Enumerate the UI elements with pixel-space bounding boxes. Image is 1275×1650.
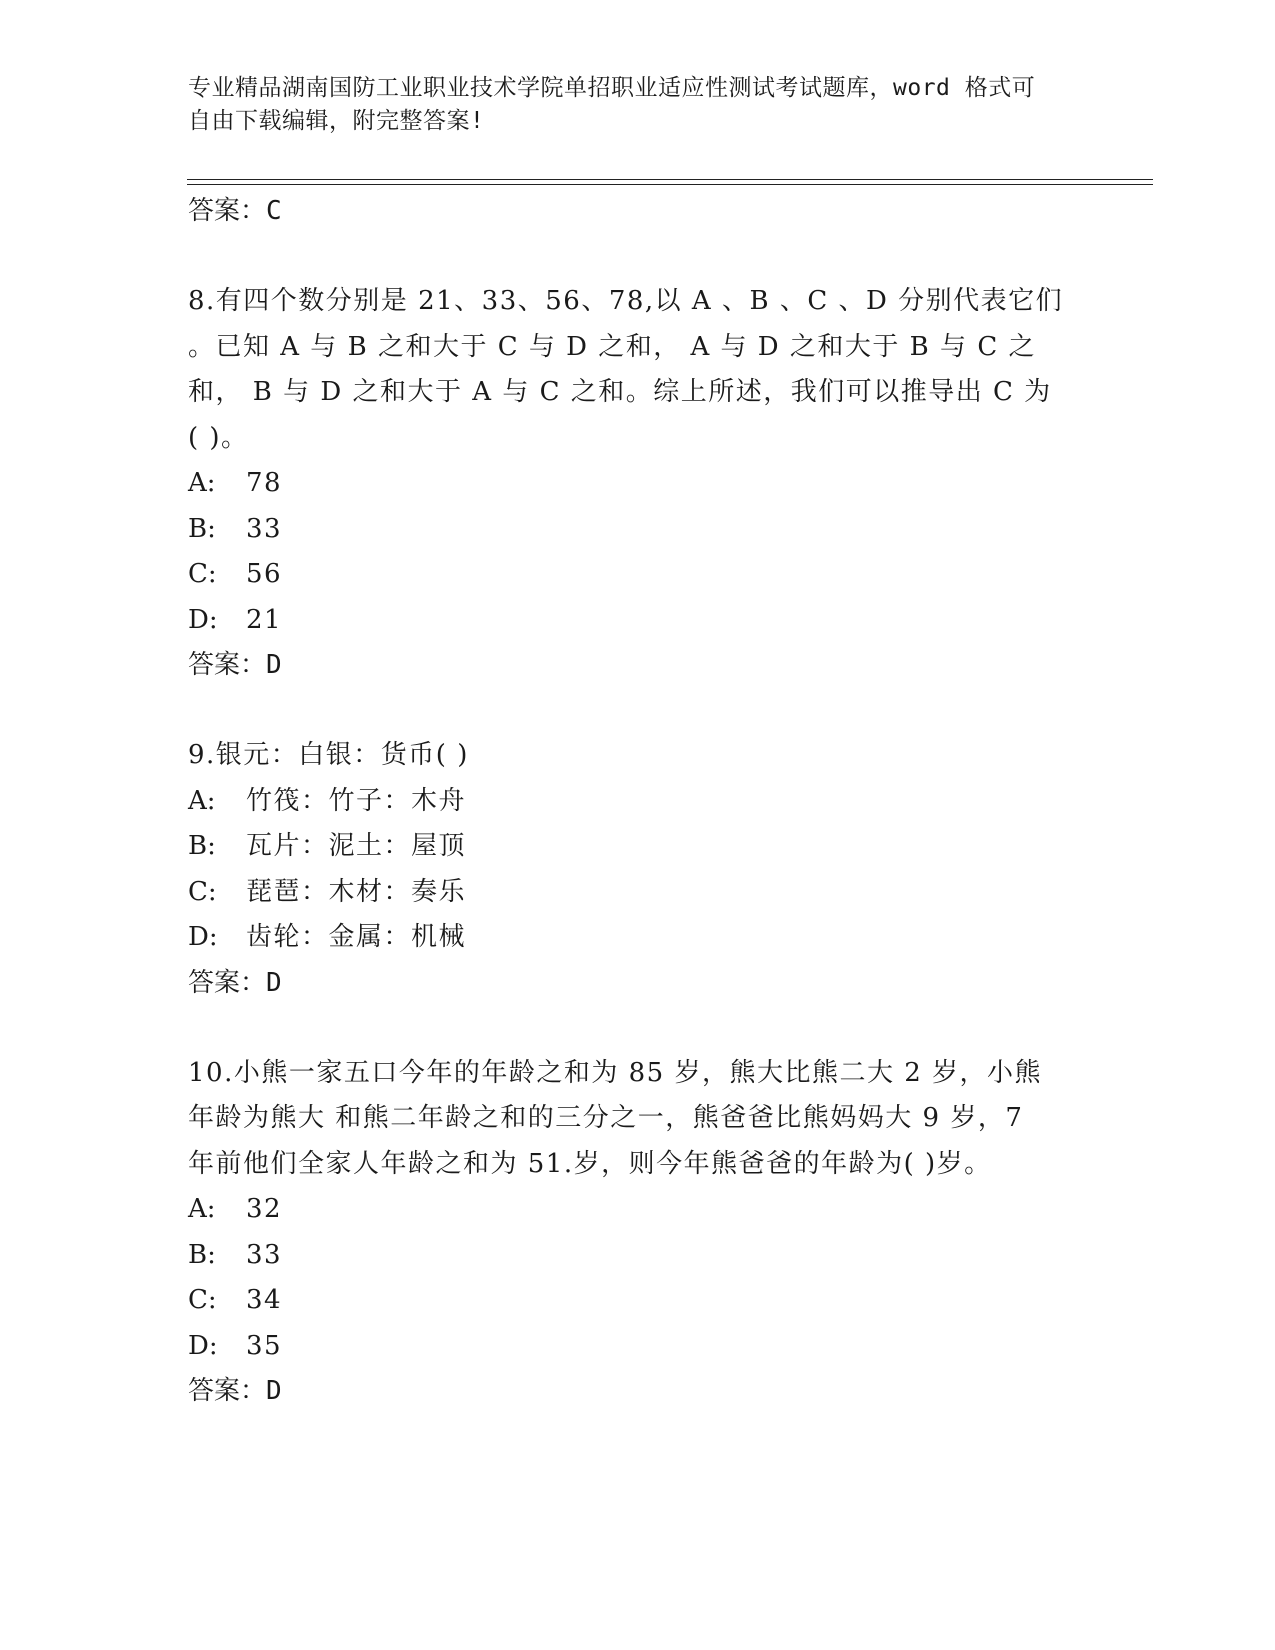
option-text: 35 bbox=[246, 1330, 283, 1361]
option-text: 琵琶：木材：奏乐 bbox=[246, 876, 467, 907]
option-list bbox=[188, 779, 1088, 961]
option-b bbox=[188, 507, 1088, 553]
option-b bbox=[188, 1233, 1088, 1279]
option-d bbox=[188, 915, 1088, 961]
option-a bbox=[188, 1187, 1088, 1233]
option-key: B: bbox=[188, 513, 216, 544]
option-key: D: bbox=[188, 604, 218, 635]
header-rule-bottom bbox=[187, 184, 1153, 185]
option-key: C: bbox=[188, 1285, 217, 1315]
question-9 bbox=[188, 733, 1088, 1006]
option-c bbox=[188, 552, 1088, 598]
option-key: C: bbox=[188, 876, 217, 907]
answer-line: 答案：D bbox=[188, 967, 282, 998]
option-text: 32 bbox=[246, 1194, 283, 1224]
answer-line: 答案：D bbox=[188, 1376, 282, 1406]
option-key: D: bbox=[188, 922, 218, 952]
question-stem-line: ( )。 bbox=[188, 422, 249, 453]
option-key: A: bbox=[188, 1194, 216, 1224]
question-8 bbox=[188, 279, 1088, 688]
page-header bbox=[188, 72, 1068, 138]
option-a bbox=[188, 779, 1088, 825]
answer-line: 答案：D bbox=[188, 650, 282, 680]
option-text: 竹筏：竹子：木舟 bbox=[246, 785, 467, 816]
option-text: 78 bbox=[246, 468, 283, 498]
option-text: 21 bbox=[246, 604, 283, 635]
option-text: 齿轮：金属：机械 bbox=[246, 922, 467, 952]
option-text: 33 bbox=[246, 513, 283, 544]
document-body bbox=[188, 189, 1088, 1414]
question-stem-line: 8.有四个数分别是 21、33、56、78,以 A 、B 、C 、D 分别代表它们 bbox=[188, 286, 1064, 316]
option-d bbox=[188, 1324, 1088, 1370]
option-text: 瓦片：泥土：屋顶 bbox=[246, 831, 467, 861]
header-line-1: 专业精品湖南国防工业职业技术学院单招职业适应性测试考试题库，word 格式可 bbox=[188, 75, 1036, 101]
question-stem-line: 年龄为熊大 和熊二年龄之和的三分之一，熊爸爸比熊妈妈大 9 岁，7 bbox=[188, 1103, 1024, 1133]
header-line-2: 自由下载编辑，附完整答案! bbox=[188, 108, 485, 134]
question-stem-line: 和， B 与 D 之和大于 A 与 C 之和。综上所述，我们可以推导出 C 为 bbox=[188, 377, 1052, 407]
option-b bbox=[188, 824, 1088, 870]
question-10 bbox=[188, 1051, 1088, 1415]
previous-answer: 答案：C bbox=[188, 196, 282, 226]
option-text: 34 bbox=[246, 1285, 283, 1315]
option-c bbox=[188, 1278, 1088, 1324]
question-stem-line: 。已知 A 与 B 之和大于 C 与 D 之和， A 与 D 之和大于 B 与 C 之 bbox=[188, 331, 1036, 362]
option-text: 56 bbox=[246, 559, 283, 589]
option-list bbox=[188, 461, 1088, 643]
option-d bbox=[188, 598, 1088, 644]
option-list bbox=[188, 1187, 1088, 1369]
question-stem-line: 9.银元：白银：货币( ) bbox=[188, 740, 469, 770]
option-key: B: bbox=[188, 1239, 216, 1270]
option-key: A: bbox=[188, 468, 216, 498]
option-c bbox=[188, 870, 1088, 916]
option-key: C: bbox=[188, 559, 217, 589]
option-key: B: bbox=[188, 831, 216, 861]
question-stem-line: 年前他们全家人年龄之和为 51.岁，则今年熊爸爸的年龄为( )岁。 bbox=[188, 1148, 992, 1179]
question-stem-line: 10.小熊一家五口今年的年龄之和为 85 岁，熊大比熊二大 2 岁，小熊 bbox=[188, 1057, 1043, 1088]
option-key: D: bbox=[188, 1330, 218, 1361]
option-a bbox=[188, 461, 1088, 507]
option-text: 33 bbox=[246, 1239, 283, 1270]
option-key: A: bbox=[188, 785, 216, 816]
header-rule-top bbox=[187, 179, 1153, 180]
